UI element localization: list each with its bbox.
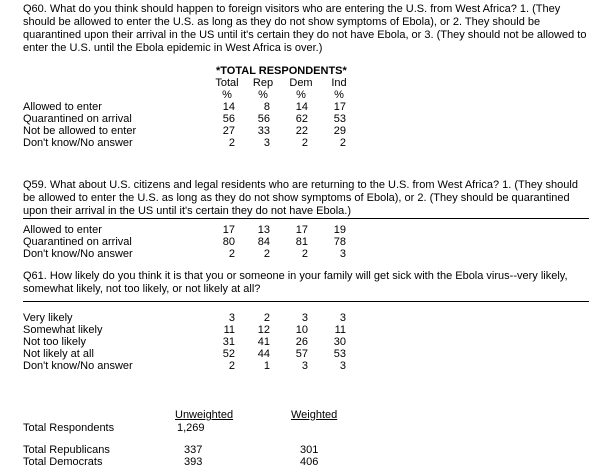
cell: 3 — [263, 137, 270, 149]
cell: 81 — [295, 236, 308, 248]
cell: 29 — [333, 125, 346, 137]
row-label: Don't know/No answer — [23, 248, 133, 260]
cell: 44 — [257, 348, 270, 360]
cell: 62 — [295, 113, 308, 125]
col-dem-header: Dem — [289, 77, 313, 89]
cell: 2 — [228, 360, 235, 372]
cell: 53 — [333, 113, 346, 125]
cell: 1 — [263, 360, 270, 372]
row-label: Total Respondents — [23, 422, 115, 434]
row-label: Don't know/No answer — [23, 360, 133, 372]
cell: 393 — [184, 456, 203, 468]
row-label: Quarantined on arrival — [23, 236, 132, 248]
cell: 8 — [263, 101, 270, 113]
row-label: Total Democrats — [23, 456, 103, 468]
cell: 2 — [228, 248, 235, 260]
cell: 80 — [222, 236, 235, 248]
cell: 11 — [223, 324, 235, 336]
q59-question: Q59. What about U.S. citizens and legal residents who are returning to the U.S. from West Africa? 1. (They should be allowed to enter the U.S. as long as they do not show symptoms of Ebola), or 2. (They should be quarantined upon their arrival in the US until it's certain they do not have Ebola.) — [23, 179, 578, 217]
pct-dem: % — [296, 89, 306, 101]
cell: 12 — [257, 324, 270, 336]
cell: 56 — [257, 113, 270, 125]
pct-ind: % — [334, 89, 344, 101]
cell: 17 — [295, 224, 308, 236]
cell: 3 — [339, 312, 346, 324]
divider — [23, 218, 589, 219]
q61-question: Q61. How likely do you think it is that you or someone in your family will get sick with the Ebola virus--very likely, somewhat likely, not too likely, or not likely at all? — [23, 270, 568, 295]
cell: 2 — [301, 248, 308, 260]
cell: 41 — [257, 336, 270, 348]
divider — [23, 301, 589, 302]
cell: 30 — [333, 336, 346, 348]
cell: 10 — [295, 324, 308, 336]
row-label: Allowed to enter — [23, 101, 102, 113]
cell: 13 — [257, 224, 270, 236]
cell: 26 — [295, 336, 308, 348]
cell: 2 — [263, 312, 270, 324]
cell: 406 — [300, 456, 319, 468]
cell: 17 — [333, 101, 346, 113]
cell: 53 — [333, 348, 346, 360]
unweighted-header: Unweighted — [175, 409, 234, 421]
pct-total: % — [222, 89, 232, 101]
cell: 11 — [334, 324, 346, 336]
cell: 17 — [222, 224, 235, 236]
cell: 3 — [339, 248, 346, 260]
col-ind-header: Ind — [331, 77, 347, 89]
cell: 33 — [257, 125, 270, 137]
row-label: Total Republicans — [23, 444, 110, 456]
weighted-header: Weighted — [291, 409, 338, 421]
cell: 56 — [222, 113, 235, 125]
cell: 1,269 — [177, 422, 205, 434]
cell: 301 — [300, 444, 319, 456]
cell: 52 — [222, 348, 235, 360]
cell: 3 — [301, 312, 308, 324]
cell: 84 — [257, 236, 270, 248]
col-rep-header: Rep — [252, 77, 274, 89]
cell: 14 — [295, 101, 308, 113]
cell: 19 — [333, 224, 346, 236]
pct-rep: % — [258, 89, 268, 101]
row-label: Somewhat likely — [23, 324, 103, 336]
cell: 22 — [295, 125, 308, 137]
row-label: Not likely at all — [23, 348, 94, 360]
cell: 3 — [228, 312, 235, 324]
row-label: Don't know/No answer — [23, 137, 133, 149]
cell: 14 — [222, 101, 235, 113]
cell: 2 — [263, 248, 270, 260]
cell: 57 — [295, 348, 308, 360]
col-total-header: Total — [215, 77, 239, 89]
cell: 27 — [222, 125, 235, 137]
row-label: Very likely — [23, 312, 73, 324]
cell: 2 — [339, 137, 346, 149]
q60-question: Q60. What do you think should happen to foreign visitors who are entering the U.S. from West Africa? 1. (They should be allowed to enter the U.S. as long as they do not show symptoms of Ebola), or 2. They should be quarantined upon their arrival in the US until it's certain they do not have Ebola, or 3. (They should not be allowed to enter the U.S. until the Ebola epidemic in West Africa is over.) — [23, 3, 587, 54]
cell: 3 — [301, 360, 308, 372]
cell: 31 — [222, 336, 235, 348]
row-label: Quarantined on arrival — [23, 113, 132, 125]
cell: 3 — [339, 360, 346, 372]
cell: 2 — [301, 137, 308, 149]
row-label: Not too likely — [23, 336, 86, 348]
cell: 78 — [333, 236, 346, 248]
row-label: Allowed to enter — [23, 224, 102, 236]
cell: 2 — [228, 137, 235, 149]
q60-table-header: *TOTAL RESPONDENTS* — [216, 65, 347, 77]
row-label: Not be allowed to enter — [23, 125, 137, 137]
cell: 337 — [184, 444, 203, 456]
